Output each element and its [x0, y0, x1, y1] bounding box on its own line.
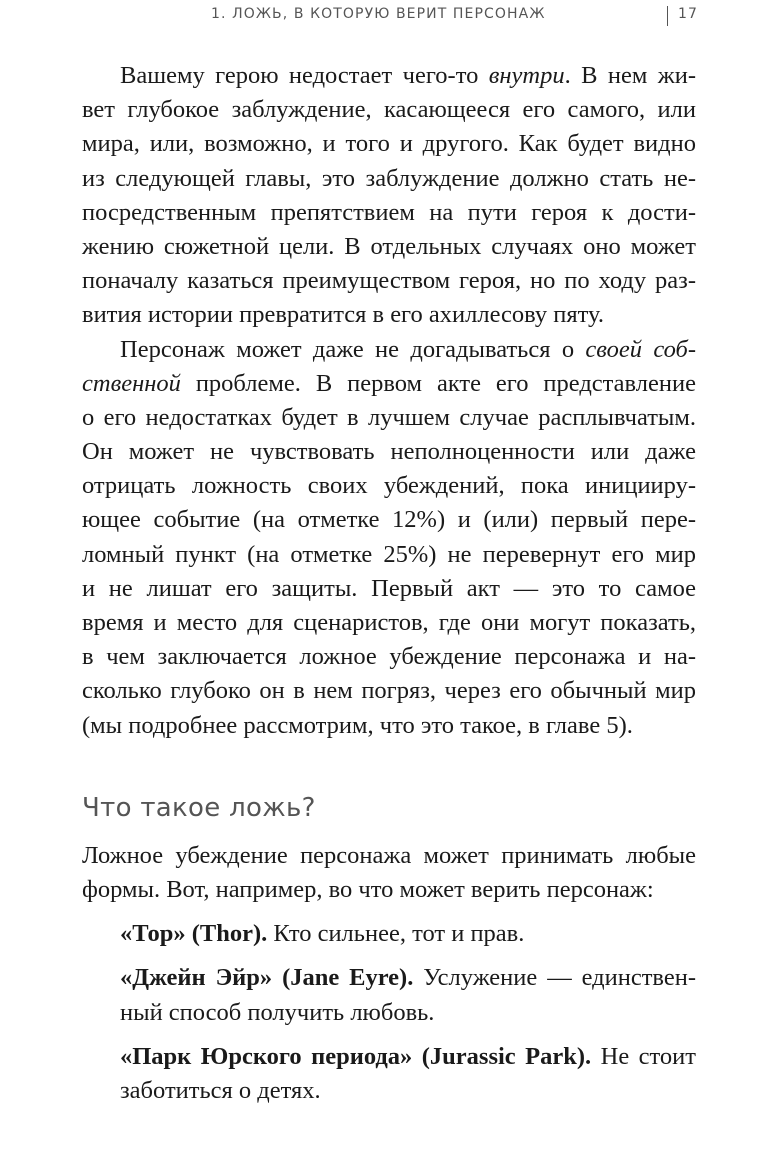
text-line [82, 367, 696, 401]
text-run: . В нем жи- [564, 62, 696, 89]
text-run: Персонаж может даже не догадываться о [120, 335, 586, 363]
text-line [120, 961, 696, 995]
text-line: о его недостатках будет в лучшем случае расплывчатым. [82, 403, 696, 431]
emphasis-text: внутри [488, 62, 565, 89]
text-line: Ложное убеждение персонажа может принимать любые [82, 841, 696, 869]
text-line: время и место для сценаристов, где они могут показать, [82, 609, 696, 636]
example-text: Услужение — единствен- [413, 964, 696, 992]
text-line: в чем заключается ложное убеждение персонажа и на- [82, 643, 696, 671]
example-title: «Джейн Эйр» (Jane Eyre). [120, 964, 414, 992]
text-line: сколько глубоко он в нем погряз, через его обычный мир [82, 677, 696, 705]
text-line: формы. Вот, например, во что может верить персонаж: [82, 875, 654, 903]
paragraph-2 [82, 333, 696, 743]
example-text: Кто сильнее, тот и прав. [267, 920, 525, 948]
text-line: посредственным препятствием на пути героя к дости- [82, 198, 696, 226]
text-line: заботиться о детях. [120, 1076, 321, 1104]
text-line: Он может не чувствовать неполноценности или даже [82, 438, 696, 466]
example-item [82, 961, 696, 1029]
section-heading: Что такое ложь? [82, 792, 316, 823]
emphasis-text: ственной [82, 369, 181, 397]
running-title: 1. ЛОЖЬ, В КОТОРУЮ ВЕРИТ ПЕРСОНАЖ [211, 6, 546, 22]
text-line: из следующей главы, это заблуждение должно стать не- [82, 164, 696, 192]
text-line: мира, или, возможно, и того и другого. Как будет видно [82, 130, 696, 158]
emphasis-text: своей соб- [585, 335, 697, 363]
example-item [82, 1040, 696, 1108]
page-number: 17 [678, 6, 699, 22]
section-intro [82, 839, 696, 907]
header-divider [667, 6, 668, 26]
paragraph-1 [82, 59, 696, 333]
text-line: поначалу казаться преимуществом героя, но по ходу раз- [82, 267, 696, 295]
text-line: вет глубокое заблуждение, касающееся его самого, или [82, 96, 696, 124]
text-line: ющее событие (на отметке 12%) и (или) первый пере- [82, 506, 696, 534]
text-line: отрицать ложность своих убеждений, пока иницииру- [82, 472, 696, 500]
text-line: вития истории превратится в его ахиллесову пяту. [82, 301, 604, 329]
text-line: (мы подробнее рассмотрим, что это такое, в главе 5). [82, 711, 633, 739]
text-line: ломный пункт (на отметке 25%) не перевернут его мир [82, 540, 696, 568]
text-run: Вашему герою недостает чего-то [120, 62, 489, 89]
text-line [120, 917, 696, 951]
example-title: «Тор» (Thor). [120, 920, 268, 948]
text-line [82, 333, 696, 367]
example-title: «Парк Юрского периода» (Jurassic Park). [120, 1042, 592, 1070]
page-body [82, 59, 696, 1108]
example-item [82, 917, 696, 951]
text-run: проблеме. В первом акте его представление [180, 369, 696, 397]
text-line: и не лишат его защиты. Первый акт — это то самое [82, 574, 696, 602]
text-line [82, 59, 696, 93]
text-line: ный способ получить любовь. [120, 998, 435, 1026]
text-line: жению сюжетной цели. В отдельных случаях оно может [82, 232, 696, 260]
example-text: Не стоит [591, 1042, 696, 1070]
running-header [0, 6, 776, 24]
text-line [120, 1040, 696, 1074]
